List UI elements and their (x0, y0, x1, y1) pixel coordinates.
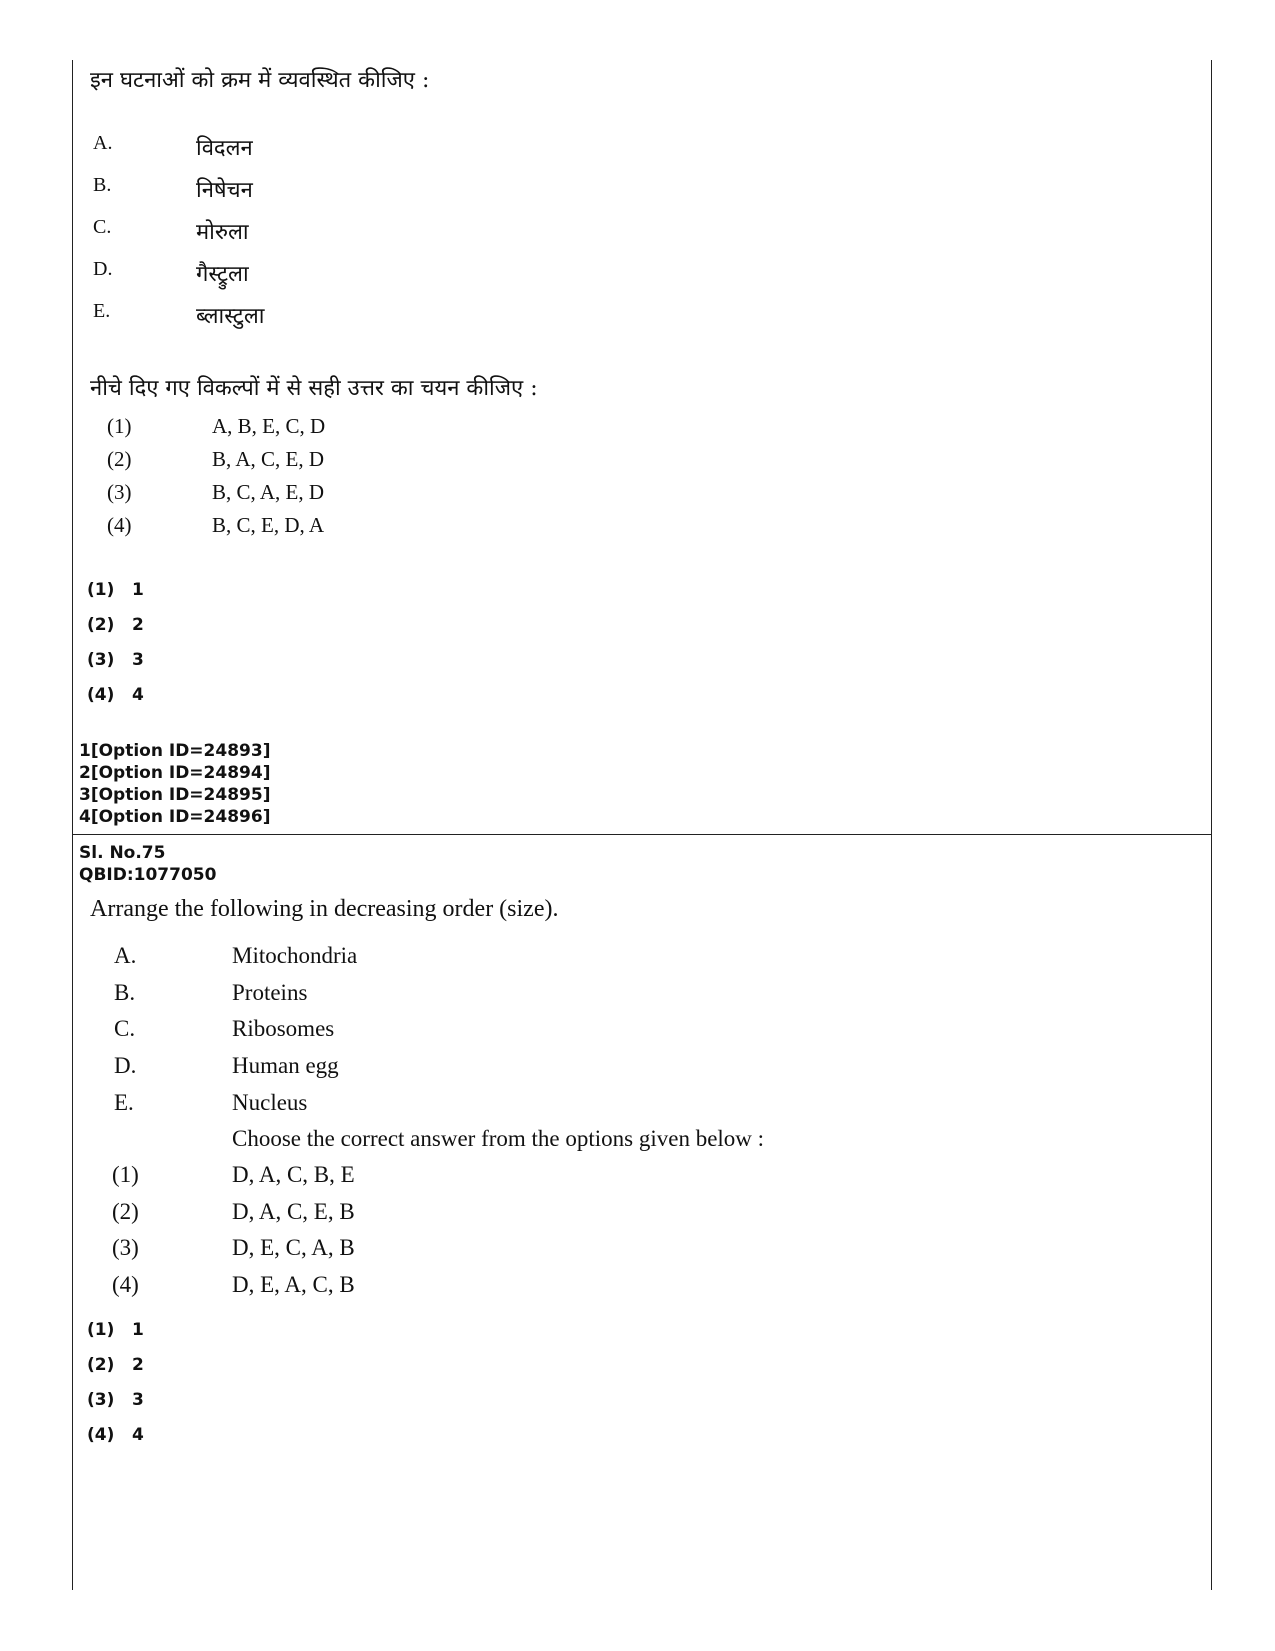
q74-answer-option-4[interactable] (87, 685, 144, 705)
q75-choice-1-text: D, A, C, B, E (232, 1162, 355, 1187)
q74-item-a-text: विदलन (196, 136, 253, 161)
q74-item-e-letter: E. (93, 300, 111, 322)
q75-choice-3-num: (3) (112, 1235, 139, 1260)
q74-choice-4-text: B, C, E, D, A (212, 513, 325, 537)
q75-answer-option-2[interactable] (87, 1355, 144, 1375)
q75-item-c-letter: C. (114, 1016, 136, 1041)
q75-item-a-text: Mitochondria (232, 943, 358, 968)
q74-answer-3-val: 3 (132, 650, 144, 670)
q75-answer-option-1[interactable] (87, 1320, 144, 1340)
q74-choice-4-num: (4) (107, 513, 132, 537)
q74-option-id-2: 2[Option ID=24894] (79, 763, 271, 783)
q74-item-c-text: मोरुला (196, 220, 249, 245)
q75-choice-2-text: D, A, C, E, B (232, 1199, 355, 1224)
q74-answer-option-2[interactable] (87, 615, 144, 635)
q75-choice-3-text: D, E, C, A, B (232, 1235, 355, 1260)
question-divider (72, 834, 1212, 835)
q75-item-e-letter: E. (114, 1090, 134, 1115)
q74-item-e-text: ब्लास्टुला (196, 304, 265, 329)
q74-choice-1-text: A, B, E, C, D (212, 414, 326, 438)
q74-item-a-letter: A. (93, 132, 113, 154)
q74-choice-2-num: (2) (107, 447, 132, 471)
q74-answer-1-val: 1 (132, 580, 144, 600)
question-74-stem: इन घटनाओं को क्रम में व्यवस्थित कीजिए : (90, 68, 430, 93)
q75-answer-3-num: (3) (87, 1390, 115, 1410)
q74-answer-option-1[interactable] (87, 580, 144, 600)
q75-item-e-text: Nucleus (232, 1090, 308, 1115)
q75-item-b-letter: B. (114, 980, 136, 1005)
q74-item-b-letter: B. (93, 174, 112, 196)
q75-item-d-letter: D. (114, 1053, 137, 1078)
q74-option-id-3: 3[Option ID=24895] (79, 785, 271, 805)
q74-choice-3-text: B, C, A, E, D (212, 480, 325, 504)
q74-answer-3-num: (3) (87, 650, 115, 670)
q74-answer-2-val: 2 (132, 615, 144, 635)
q75-item-b-text: Proteins (232, 980, 308, 1005)
q75-answer-3-val: 3 (132, 1390, 144, 1410)
q74-instruction: नीचे दिए गए विकल्पों में से सही उत्तर का चयन कीजिए : (90, 376, 538, 401)
q75-choice-1-num: (1) (112, 1162, 139, 1187)
q75-answer-4-val: 4 (132, 1425, 144, 1445)
question-75-stem: Arrange the following in decreasing order (size). (90, 896, 559, 922)
q75-answer-2-num: (2) (87, 1355, 115, 1375)
q74-item-c-letter: C. (93, 216, 112, 238)
q75-answer-1-num: (1) (87, 1320, 115, 1340)
q74-answer-2-num: (2) (87, 615, 115, 635)
q75-answer-2-val: 2 (132, 1355, 144, 1375)
q74-answer-4-val: 4 (132, 685, 144, 705)
q75-item-a-letter: A. (114, 943, 137, 968)
q75-choice-4-text: D, E, A, C, B (232, 1272, 355, 1297)
q75-instruction: Choose the correct answer from the options given below : (232, 1126, 765, 1151)
q74-option-id-4: 4[Option ID=24896] (79, 807, 271, 827)
q75-answer-4-num: (4) (87, 1425, 115, 1445)
q74-item-d-text: गैस्ट्रुला (196, 262, 249, 287)
q74-choice-1-num: (1) (107, 414, 132, 438)
q74-item-b-text: निषेचन (196, 178, 253, 203)
q75-item-d-text: Human egg (232, 1053, 339, 1078)
q75-choice-2-num: (2) (112, 1199, 139, 1224)
q74-answer-4-num: (4) (87, 685, 115, 705)
q75-qbid: QBID:1077050 (79, 865, 217, 885)
q74-answer-1-num: (1) (87, 580, 115, 600)
q75-answer-option-4[interactable] (87, 1425, 144, 1445)
q74-option-id-1: 1[Option ID=24893] (79, 741, 271, 761)
q75-answer-option-3[interactable] (87, 1390, 144, 1410)
q74-answer-option-3[interactable] (87, 650, 144, 670)
q75-choice-4-num: (4) (112, 1272, 139, 1297)
q75-answer-1-val: 1 (132, 1320, 144, 1340)
q74-item-d-letter: D. (93, 258, 113, 280)
q75-item-c-text: Ribosomes (232, 1016, 335, 1041)
q75-serial-number: Sl. No.75 (79, 843, 166, 863)
q74-choice-2-text: B, A, C, E, D (212, 447, 325, 471)
q74-choice-3-num: (3) (107, 480, 132, 504)
